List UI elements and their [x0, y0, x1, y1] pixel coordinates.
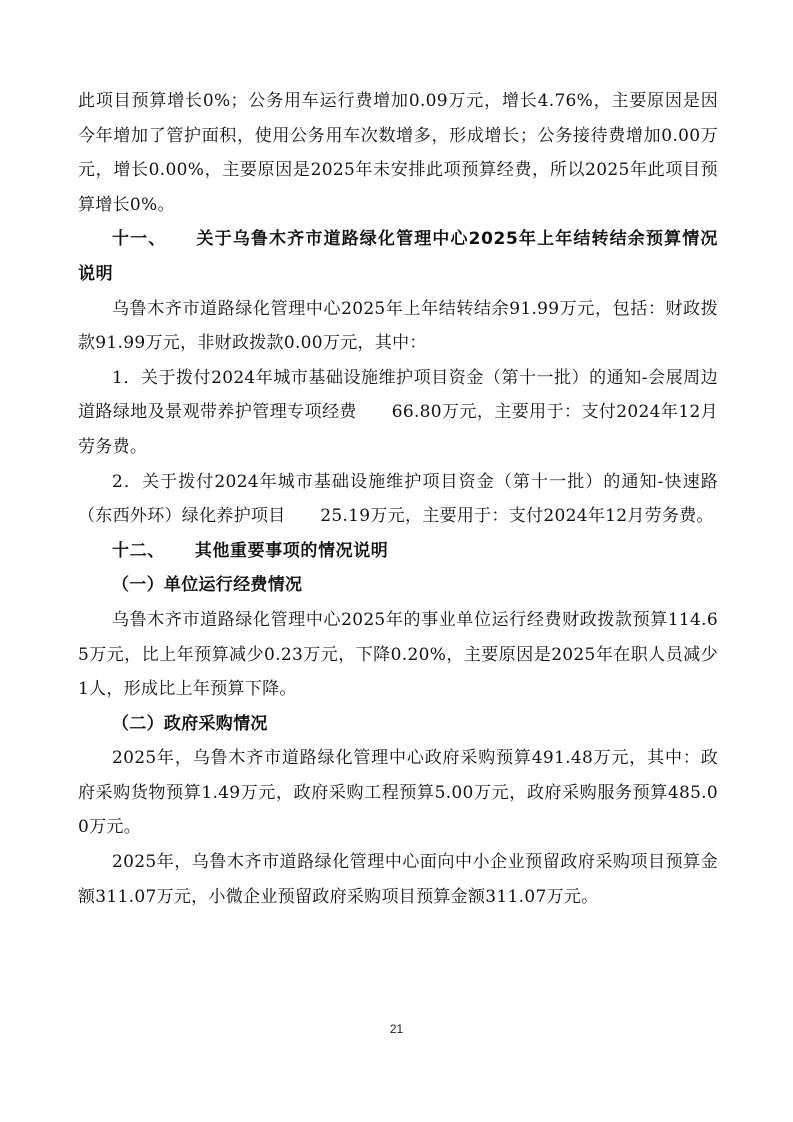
paragraph-carryover-item-2: 2．关于拨付2024年城市基础设施维护项目资金（第十一批）的通知-快速路（东西外环）绿化养护项目 25.19万元，主要用于：支付2024年12月劳务费。: [78, 471, 718, 527]
subheading-operating-expenses: （一）单位运行经费情况: [112, 575, 303, 596]
section-number: 十二、: [112, 540, 165, 561]
section-title: 关于乌鲁木齐市道路绿化管理中心2025年上年结转结余预算情况说明: [78, 229, 718, 284]
section-heading-12: [78, 534, 718, 569]
subheading-government-procurement: （二）政府采购情况: [112, 713, 268, 734]
paragraph-carryover-summary: 乌鲁木齐市道路绿化管理中心2025年上年结转结余91.99万元，包括：财政拨款91.99万元，非财政拨款0.00万元，其中：: [78, 298, 718, 354]
paragraph-sme-procurement: 2025年，乌鲁木齐市道路绿化管理中心面向中小企业预留政府采购项目预算金额311.07万元，小微企业预留政府采购项目预算金额311.07万元。: [78, 852, 718, 907]
paragraph-public-vehicle-reception: 此项目预算增长0%；公务用车运行费增加0.09万元，增长4.76%，主要原因是因今年增加了管护面积，使用公务用车次数增多，形成增长；公务接待费增加0.00万元，增长0.00%，主要原因是2025年未安排此项预算经费，所以2025年此项目预算增长0%。: [78, 91, 718, 215]
paragraph-procurement-budget: 2025年，乌鲁木齐市道路绿化管理中心政府采购预算491.48万元，其中：政府采购货物预算1.49万元，政府采购工程预算5.00万元，政府采购服务预算485.00万元。: [78, 748, 718, 838]
paragraph-operating-expenses: 乌鲁木齐市道路绿化管理中心2025年的事业单位运行经费财政拨款预算114.65万元，比上年预算减少0.23万元，下降0.20%，主要原因是2025年在职人员减少1人，形成比上年预算下降。: [78, 609, 718, 700]
page-content: [78, 84, 718, 914]
section-heading-11: [78, 222, 718, 291]
section-title: 其他重要事项的情况说明: [194, 540, 389, 561]
paragraph-carryover-item-1: 1．关于拨付2024年城市基础设施维护项目资金（第十一批）的通知-会展周边道路绿地及景观带养护管理专项经费 66.80万元，主要用于：支付2024年12月劳务费。: [78, 367, 718, 457]
page-number: 21: [389, 1022, 404, 1036]
section-number: 十一、: [112, 229, 167, 250]
